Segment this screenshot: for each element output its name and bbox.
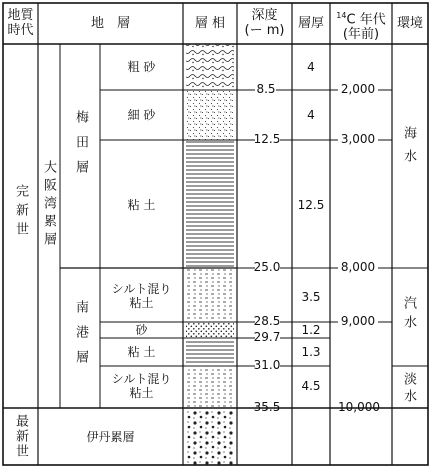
facies-fine-sand	[186, 90, 234, 140]
depth-7: 35.5	[253, 400, 281, 414]
era-holocene: 完新世	[13, 184, 28, 241]
age-2: 3,000	[340, 132, 376, 146]
facies-silty-clay	[186, 268, 234, 322]
facies-gravel	[186, 408, 234, 465]
depth-4: 28.5	[253, 314, 281, 328]
header-thickness: 層厚	[297, 16, 324, 31]
unit-name-silty-clay-line2: 粘土	[129, 296, 154, 310]
header-depth-line2: (ー m)	[244, 23, 285, 38]
header-c14-main: C 年代	[346, 12, 386, 28]
formation-nanko: 南港層	[73, 300, 88, 375]
age-1: 2,000	[340, 82, 376, 96]
depth-1: 8.5	[256, 82, 276, 96]
unit-name-coarse-sand: 粗 砂	[127, 60, 156, 74]
group-osaka-bay: 大阪湾累層	[41, 160, 56, 250]
thickness-6: 1.3	[301, 345, 321, 359]
header-strata: 地 層	[90, 16, 130, 31]
depth-6: 31.0	[253, 358, 281, 372]
facies-sand	[186, 322, 234, 338]
depth-3: 25.0	[253, 260, 281, 274]
thickness-7: 4.5	[301, 379, 321, 393]
header-era-line1: 地質	[7, 8, 34, 23]
unit-name-silty-clay-line1: シルト混り	[111, 282, 172, 296]
thickness-3: 12.5	[297, 198, 325, 212]
header-c14-sub: (年前)	[342, 27, 380, 43]
unit-name-silty-clay-lower-line2: 粘土	[129, 386, 154, 400]
thickness-1: 4	[307, 60, 315, 74]
unit-name-itami: 伊丹累層	[86, 430, 135, 444]
unit-name-clay-lower: 粘 土	[127, 345, 156, 359]
age-3: 8,000	[340, 260, 376, 274]
facies-silty-clay-lower	[186, 366, 234, 408]
header-depth-line1: 深度	[251, 8, 278, 23]
header-c14	[330, 8, 392, 42]
environment-marine: 海水	[401, 126, 416, 172]
facies-clay	[186, 140, 234, 268]
unit-name-silty-clay-lower-line1: シルト混り	[111, 372, 172, 386]
thickness-5: 1.2	[301, 323, 321, 337]
header-environment: 環境	[396, 16, 423, 31]
facies-coarse-sand	[186, 44, 234, 90]
header-c14-sup: 14	[336, 11, 347, 20]
header-depth	[237, 8, 292, 38]
depth-2: 12.5	[253, 132, 281, 146]
environment-fresh: 淡水	[401, 372, 416, 406]
header-facies: 層 相	[194, 16, 226, 31]
header-era-line2: 時代	[7, 23, 34, 38]
thickness-2: 4	[307, 108, 315, 122]
depth-5: 29.7	[253, 330, 281, 344]
header-era	[3, 8, 38, 38]
unit-name-clay: 粘 土	[127, 198, 156, 212]
environment-brackish: 汽水	[401, 296, 416, 334]
facies-clay-lower	[186, 338, 234, 366]
unit-name-silty-clay	[100, 282, 183, 310]
age-5: 10,000	[338, 400, 380, 414]
formation-umeda: 梅田層	[73, 110, 88, 185]
era-pleistocene: 最新世	[13, 414, 28, 459]
unit-name-silty-clay-lower	[100, 372, 183, 400]
unit-name-fine-sand: 細 砂	[127, 108, 156, 122]
thickness-4: 3.5	[301, 290, 321, 304]
age-4: 9,000	[340, 314, 376, 328]
unit-name-sand: 砂	[135, 323, 148, 337]
